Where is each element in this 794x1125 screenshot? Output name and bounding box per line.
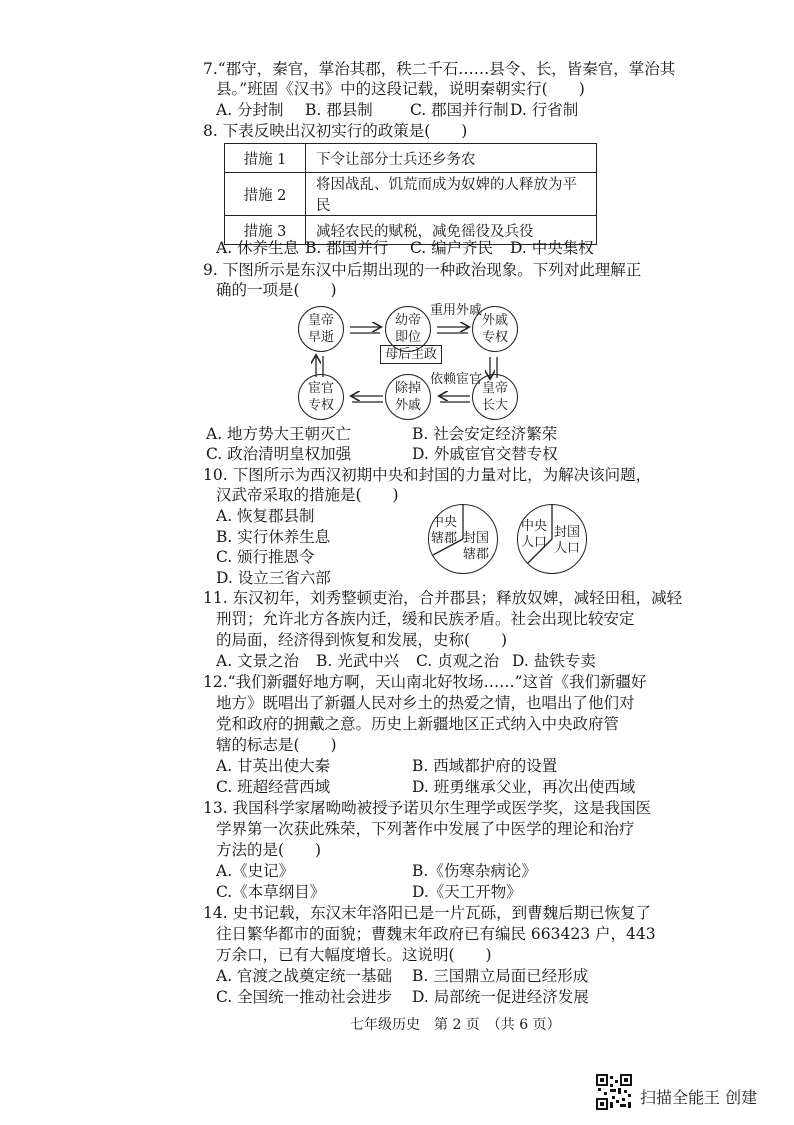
node-text: 专权 xyxy=(307,398,334,413)
slice-text: 中央 xyxy=(431,515,458,530)
label-empress-dowager-rules: 母后主政 xyxy=(380,345,442,364)
q13-stem-line1: 13. 我国科学家屠呦呦被授予诺贝尔生理学或医学奖，这是我国医 xyxy=(203,799,652,817)
table-row xyxy=(225,144,597,173)
node-text: 专权 xyxy=(481,330,508,345)
q7-option-c: C. 郡国并行制 xyxy=(410,101,509,119)
q12-option-b: B. 西域都护府的设置 xyxy=(412,757,558,775)
q11-option-a: A. 文景之治 xyxy=(216,652,300,670)
page-footer: 七年级历史 第 2 页 （共 6 页） xyxy=(350,1017,561,1033)
q10-stem-line2: 汉武帝采取的措施是( ) xyxy=(216,486,399,504)
node-text: 皇帝 xyxy=(307,313,334,328)
q10-stem-line1: 10. 下图所示为西汉初期中央和封国的力量对比，为解决该问题， xyxy=(203,466,652,484)
table-value: 减轻农民的赋税，减免徭役及兵役 xyxy=(306,216,597,245)
q7-option-d: D. 行省制 xyxy=(510,101,579,119)
table-value: 下令让部分士兵还乡务农 xyxy=(306,144,597,173)
q13-option-c: C.《本草纲目》 xyxy=(216,883,326,901)
q8-option-a: A. 休养生息 xyxy=(216,239,300,257)
q12-stem-line1: 12.“我们新疆好地方啊，天山南北好牧场……”这首《我们新疆好 xyxy=(203,673,647,691)
q14-stem-line1: 14. 史书记载，东汉末年洛阳已是一片瓦砾，到曹魏后期已恢复了 xyxy=(203,904,652,922)
slice-text: 封国 xyxy=(463,531,490,546)
slice-text: 人口 xyxy=(554,541,581,556)
q9-option-a: A. 地方势大王朝灭亡 xyxy=(206,425,352,443)
q12-option-d: D. 班勇继承父业，再次出使西域 xyxy=(412,778,636,796)
pie-slice-central xyxy=(521,519,547,551)
q9-stem-line1: 9. 下图所示是东汉中后期出现的一种政治现象。下列对此理解正 xyxy=(203,261,642,279)
node-text: 长大 xyxy=(481,398,508,413)
table-key: 措施 2 xyxy=(225,173,306,216)
qr-code-icon xyxy=(596,1074,632,1110)
node-eunuch-power xyxy=(298,374,344,420)
slice-text: 辖郡 xyxy=(431,531,458,546)
q14-option-c: C. 全国统一推动社会进步 xyxy=(216,988,393,1006)
q10-option-a: A. 恢复郡县制 xyxy=(216,507,315,525)
q11-option-b: B. 光武中兴 xyxy=(316,652,400,670)
q12-option-c: C. 班超经营西域 xyxy=(216,778,331,796)
slice-text: 人口 xyxy=(521,535,548,550)
q12-stem-line3: 党和政府的拥戴之意。历史上新疆地区正式纳入中央政府管 xyxy=(216,715,620,733)
label-rely-on-consort-kin: 重用外戚 xyxy=(430,303,483,318)
q10-option-c: C. 颁行推恩令 xyxy=(216,548,315,566)
q13-stem-line3: 方法的是( ) xyxy=(216,841,322,859)
q9-option-c: C. 政治清明皇权加强 xyxy=(206,445,352,463)
node-emperor-dies-early xyxy=(298,306,344,352)
q7-stem-line1: 7.“郡守，秦官，掌治其郡，秩二千石……县令、长，皆秦官，掌治其 xyxy=(203,60,676,78)
q11-stem-line3: 的局面，经济得到恢复和发展，史称( ) xyxy=(216,631,508,649)
q8-option-b: B. 郡国并行 xyxy=(305,239,389,257)
q9-option-b: B. 社会安定经济繁荣 xyxy=(412,425,558,443)
pie-slice-central xyxy=(431,515,457,547)
node-text: 幼帝 xyxy=(394,313,421,328)
node-text: 外戚 xyxy=(394,398,421,413)
table-row xyxy=(225,173,597,216)
q9-stem-line2: 确的一项是( ) xyxy=(216,281,337,299)
node-text: 早逝 xyxy=(307,330,334,345)
q14-stem-line3: 万余口，已有大幅度增长。这说明( ) xyxy=(216,946,492,964)
q8-option-d: D. 中央集权 xyxy=(510,239,594,257)
label-rely-on-eunuchs: 依赖宦官 xyxy=(430,372,483,387)
slice-text: 中央 xyxy=(521,519,548,534)
q7-option-a: A. 分封制 xyxy=(216,101,284,119)
q14-stem-line2: 往日繁华都市的面貌；曹魏末年政府已有编民 663423 户，443 xyxy=(216,925,656,943)
slice-text: 辖郡 xyxy=(463,547,490,562)
q12-stem-line4: 辖的标志是( ) xyxy=(216,736,337,754)
pie-slice-fiefdom xyxy=(463,531,489,563)
q11-stem-line2: 刑罚；允许北方各族内迁，缓和民族矛盾。社会出现比较安定 xyxy=(216,610,635,628)
pie-population xyxy=(517,504,587,574)
q8-option-c: C. 编户齐民 xyxy=(410,239,494,257)
q13-option-b: B.《伤寒杂病论》 xyxy=(412,862,537,880)
q12-option-a: A. 甘英出使大秦 xyxy=(216,757,331,775)
q9-option-d: D. 外戚宦官交替专权 xyxy=(412,445,558,463)
pie-territory xyxy=(428,504,498,574)
q14-option-a: A. 官渡之战奠定统一基础 xyxy=(216,967,393,985)
q10-option-b: B. 实行休养生息 xyxy=(216,528,331,546)
q7-option-b: B. 郡县制 xyxy=(305,101,373,119)
q11-option-c: C. 贞观之治 xyxy=(416,652,500,670)
q8-measures-table xyxy=(224,143,597,245)
q13-option-a: A.《史记》 xyxy=(216,862,295,880)
slice-text: 封国 xyxy=(554,525,581,540)
q8-stem: 8. 下表反映出汉初实行的政策是( ) xyxy=(203,122,468,140)
node-text: 外戚 xyxy=(481,313,508,328)
q12-stem-line2: 地方》既唱出了新疆人民对乡土的热爱之情，也唱出了他们对 xyxy=(216,694,635,712)
q11-option-d: D. 盐铁专卖 xyxy=(512,652,596,670)
q7-stem-line2: 县。”班固《汉书》中的这段记载，说明秦朝实行( ) xyxy=(216,80,585,98)
q13-stem-line2: 学界第一次获此殊荣，下列著作中发展了中医学的理论和治疗 xyxy=(216,820,635,838)
pie-slice-fiefdom xyxy=(554,525,580,557)
node-text: 皇帝 xyxy=(481,381,508,396)
q14-option-d: D. 局部统一促进经济发展 xyxy=(412,988,589,1006)
table-key: 措施 1 xyxy=(225,144,306,173)
node-text: 除掉 xyxy=(394,381,421,396)
q13-option-d: D.《天工开物》 xyxy=(412,883,522,901)
node-text: 即位 xyxy=(394,330,421,345)
table-key: 措施 3 xyxy=(225,216,306,245)
table-value: 将因战乱、饥荒而成为奴婢的人释放为平民 xyxy=(306,173,597,216)
node-text: 宦官 xyxy=(307,381,334,396)
node-remove-consort-kin xyxy=(385,374,431,420)
q10-option-d: D. 设立三省六部 xyxy=(216,569,331,587)
scanner-watermark: 扫描全能王 创建 xyxy=(640,1088,758,1107)
q11-stem-line1: 11. 东汉初年，刘秀整顿吏治，合并郡县；释放奴婢，减轻田租，减轻 xyxy=(203,589,683,607)
q14-option-b: B. 三国鼎立局面已经形成 xyxy=(412,967,589,985)
